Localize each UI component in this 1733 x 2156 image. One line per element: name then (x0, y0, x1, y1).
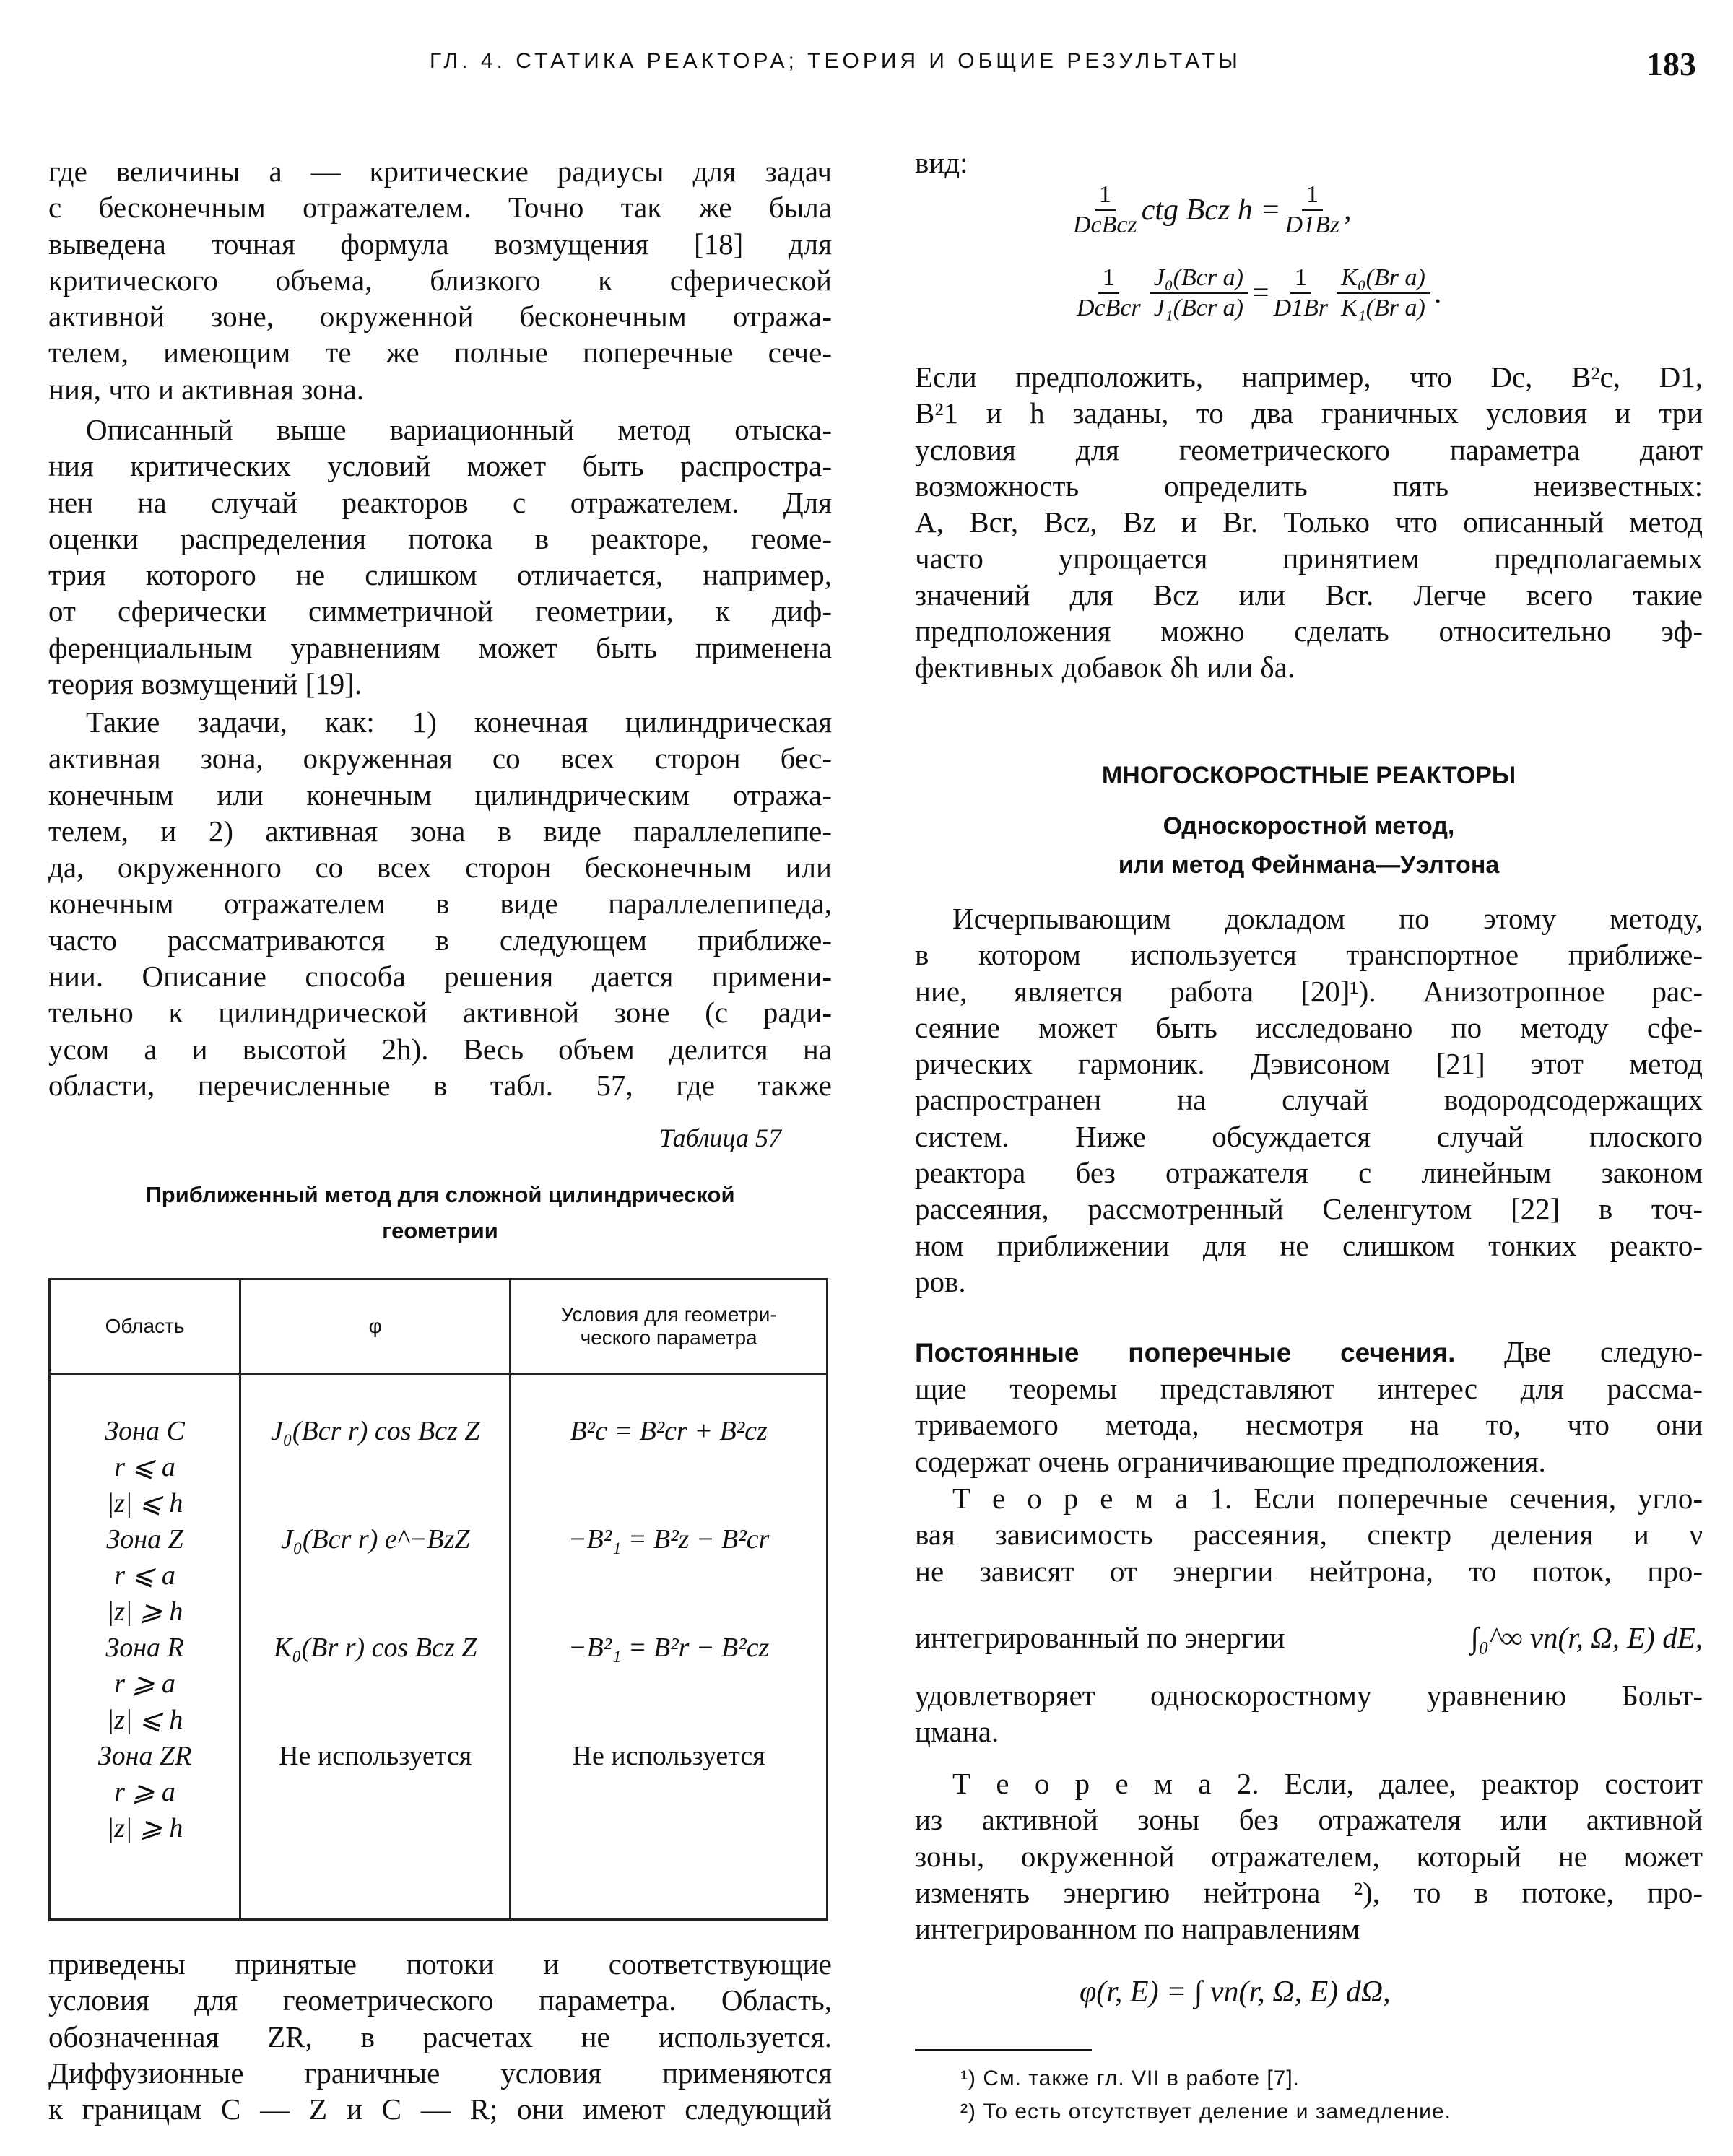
region-line: Зона ZR (97, 1741, 192, 1771)
text-line: Исчерпывающим докладом по этому методу, (952, 902, 1703, 935)
text-line: критического объема, близкого к сферической (48, 263, 832, 297)
integral-formula: ∫₀^∞ νn(r, Ω, E) dE, (1470, 1621, 1703, 1654)
running-header: ГЛ. 4. СТАТИКА РЕАКТОРА; ТЕОРИЯ И ОБЩИЕ РЕЗУЛЬТАТЫ (430, 49, 1241, 73)
text-line: из активной зоны без отражателя или активной (915, 1803, 1703, 1837)
condition-cell: B²c = B²cr + B²cz (511, 1374, 828, 1521)
text: интегрированный по энергии (915, 1621, 1285, 1654)
text-line: трия которого не слишком отличается, например, (48, 558, 832, 592)
theorem-1 (915, 1480, 1703, 1589)
region-line: |z| ⩽ h (106, 1705, 183, 1735)
paragraph (915, 1334, 1703, 1370)
region-cell (50, 1738, 240, 1920)
text-line: Описанный выше вариационный метод отыска- (86, 413, 832, 446)
run-in-heading: Постоянные поперечные сечения. (915, 1338, 1456, 1368)
fraction (1285, 181, 1340, 240)
text-line: изменять энергию нейтрона ²), то в потоке, про- (915, 1875, 1703, 1909)
footnote-1: ¹) См. также гл. VII в работе [7]. (960, 2066, 1300, 2090)
page-number: 183 (1646, 45, 1696, 82)
table-row (50, 1630, 828, 1738)
numerator: K₀(Br a) (1337, 264, 1430, 294)
text-line: нии. Описание способа решения дается примени- (48, 960, 832, 994)
region-line: r ⩾ a (114, 1669, 175, 1699)
fraction (1337, 264, 1430, 323)
table-caption: Таблица 57 (659, 1123, 781, 1152)
fraction (1274, 264, 1329, 323)
text-line: зоны, окруженной отражателем, который не может (915, 1839, 1703, 1873)
fraction (1073, 181, 1137, 240)
condition-cell: −B²₁ = B²z − B²cr (511, 1521, 828, 1630)
text-line: в котором используется транспортное приближе- (915, 938, 1703, 972)
region-line: r ⩽ a (114, 1560, 175, 1591)
phi-cell: Не используется (240, 1738, 511, 1920)
numerator: 1 (1290, 264, 1311, 294)
region-line: Зона Z (106, 1524, 183, 1555)
equals-sign: = (1251, 277, 1269, 310)
region-cell (50, 1630, 240, 1738)
region-line: |z| ⩾ h (106, 1596, 183, 1627)
text-line: Диффузионные граничные условия применяются (48, 2056, 832, 2090)
paragraph (915, 1677, 1703, 1750)
text-line: B²1 и h заданы, то два граничных условия и три (915, 396, 1703, 430)
paragraph (48, 153, 832, 407)
region-cell (50, 1521, 240, 1630)
footnote-2: ²) То есть отсутствует деление и замедление. (960, 2100, 1451, 2124)
equation-text: ctg Bcz h = (1141, 194, 1281, 227)
text-line: с бесконечным отражателем. Точно так же была (48, 191, 832, 225)
paragraph (915, 144, 1703, 181)
text-line: триваемого метода, несмотря на то, что они (915, 1408, 1703, 1442)
text-line: часто рассматриваются в следующем приближе- (48, 923, 832, 957)
paragraph (915, 359, 1703, 686)
text-line: усом a и высотой 2h). Весь объем делится на (48, 1032, 832, 1066)
text-line: активной зоне, окруженной бесконечным отража- (48, 300, 832, 334)
text-line: часто упрощается принятием предполагаемых (915, 542, 1703, 575)
paragraph (48, 1946, 832, 2127)
denominator: DcBcr (1077, 295, 1141, 321)
text-line: щие теоремы представляют интерес для рассма- (915, 1372, 1703, 1405)
region-line: Зона R (105, 1633, 184, 1663)
equation-2 (1072, 264, 1441, 323)
text: Две следую- (1504, 1335, 1703, 1368)
phi-cell: J₀(Bcr r) e^−BzZ (240, 1521, 511, 1630)
punctuation: . (1433, 277, 1442, 310)
subsection-title (915, 807, 1703, 884)
text-line: реактора без отражателя с линейным законом (915, 1156, 1703, 1190)
table-title-line: Приближенный метод для сложной цилиндрической (145, 1182, 735, 1207)
numerator: 1 (1302, 181, 1323, 211)
text-line: области, перечисленные в табл. 57, где также (48, 1068, 832, 1102)
text-line: рических гармоник. Дэвисоном [21] этот метод (915, 1047, 1703, 1081)
column-header-region: Область (50, 1279, 240, 1375)
numerator: 1 (1098, 264, 1119, 294)
table-body (50, 1374, 828, 1920)
text-line: к границам C — Z и C — R; они имеют следующий (48, 2092, 832, 2126)
section-title: МНОГОСКОРОСТНЫЕ РЕАКТОРЫ (1101, 762, 1516, 789)
text-line: ном приближении для не слишком тонких реакто- (915, 1228, 1703, 1262)
fraction (1077, 264, 1141, 323)
header-line: ческого параметра (580, 1326, 757, 1349)
text-line: вая зависимость рассеяния, спектр деления и ν (915, 1518, 1703, 1552)
paragraph (915, 1370, 1703, 1479)
equation-1 (1069, 181, 1352, 240)
text-line: приведены принятые потоки и соответствующие (48, 1947, 832, 1981)
column-header-conditions (511, 1279, 828, 1375)
text-line: предположения можно сделать относительно эф- (915, 614, 1703, 648)
text-line: ров. (915, 1264, 966, 1298)
text-line: оценки распределения потока в реакторе, геоме- (48, 521, 832, 555)
text-line: систем. Ниже обсуждается случай плоского (915, 1119, 1703, 1153)
text-line (915, 1334, 1703, 1370)
text-line: тельно к цилиндрической активной зоне (с ради- (48, 996, 832, 1030)
paragraph (48, 704, 832, 1103)
text-line: сеяние может быть исследовано по методу сфе- (915, 1010, 1703, 1044)
text-line: условия для геометрического параметра дают (915, 432, 1703, 466)
text-line: распространен на случай водородсодержащих (915, 1083, 1703, 1117)
text-line: нен на случай реакторов с отражателем. Для (48, 485, 832, 519)
text-line: условия для геометрического параметра. Область, (48, 1983, 832, 2017)
paragraph (48, 412, 832, 702)
text-line: выведена точная формула возмущения [18] для (48, 227, 832, 261)
denominator: D1Bz (1285, 212, 1340, 238)
region-line: |z| ⩾ h (106, 1813, 183, 1843)
fraction (1150, 264, 1248, 323)
subsection-line: Односкоростной метод, (1163, 812, 1455, 840)
text-line: рассеяния, рассмотренный Селенгутом [22] в точ- (915, 1192, 1703, 1226)
punctuation: , (1344, 194, 1352, 227)
text-line: вид: (915, 146, 968, 179)
text-line: фективных добавок δh или δa. (915, 651, 1295, 684)
text-line: не зависят от энергии нейтрона, то поток, про- (915, 1554, 1703, 1588)
text-line: обозначенная ZR, в расчетах не используется. (48, 2020, 832, 2053)
phi-cell: J₀(Bcr r) cos Bcz Z (240, 1374, 511, 1521)
condition-cell: Не используется (511, 1738, 828, 1920)
text-line: ния, что и активная зона. (48, 372, 365, 406)
table-row (50, 1738, 828, 1920)
numerator: 1 (1095, 181, 1116, 211)
text-line: от сферически симметричной геометрии, к диф- (48, 594, 832, 628)
denominator: K₁(Br a) (1341, 295, 1425, 321)
text-line: Т е о р е м а 1. Если поперечные сечения, угло- (952, 1482, 1703, 1515)
text-line: интегрированном по направлениям (915, 1912, 1360, 1946)
numerator: J₀(Bcr a) (1150, 264, 1248, 294)
text-line: Если предположить, например, что Dc, B²c, D1, (915, 360, 1703, 394)
text-line: возможность определить пять неизвестных: (915, 469, 1703, 503)
text-line: A, Bcr, Bcz, Bz и Br. Только что описанный метод (915, 505, 1703, 539)
theorem-2 (915, 1765, 1703, 1947)
text-line: конечным или конечным цилиндрическим отража- (48, 778, 832, 812)
subsection-line: или метод Фейнмана—Уэлтона (1118, 851, 1500, 879)
region-cell (50, 1374, 240, 1521)
text-line: содержат очень ограничивающие предположения. (915, 1444, 1546, 1478)
denominator: J₁(Bcr a) (1153, 295, 1243, 321)
text-line: значений для Bcz или Bcr. Легче всего такие (915, 578, 1703, 612)
integral-line (915, 1601, 1703, 1674)
text-line: телем, имеющим те же полные поперечные сече- (48, 336, 832, 370)
denominator: D1Br (1273, 295, 1329, 321)
text-line: Такие задачи, как: 1) конечная цилиндрическая (86, 705, 832, 739)
region-line: Зона C (105, 1416, 185, 1446)
region-line: r ⩾ a (114, 1777, 175, 1807)
region-line: r ⩽ a (114, 1452, 175, 1482)
table-row (50, 1374, 828, 1521)
region-line: |z| ⩽ h (106, 1488, 183, 1518)
text-line: телем, и 2) активная зона в виде параллелепипе- (48, 814, 832, 848)
text-line: удовлетворяет односкоростному уравнению Больт- (915, 1679, 1703, 1712)
footnote-rule (915, 2049, 1092, 2051)
equation-3: φ(r, E) = ∫ νn(r, Ω, E) dΩ, (1080, 1975, 1391, 2009)
text-line: ние, является работа [20]¹). Анизотропное рас- (915, 974, 1703, 1008)
table-title-line: геометрии (382, 1218, 498, 1243)
condition-cell: −B²₁ = B²r − B²cz (511, 1630, 828, 1738)
text-line: где величины a — критические радиусы для задач (48, 155, 832, 188)
table-row (50, 1521, 828, 1630)
text-line: да, окруженного со всех сторон бесконечным или (48, 851, 832, 884)
phi-cell: K₀(Br r) cos Bcz Z (240, 1630, 511, 1738)
table-title (48, 1177, 832, 1249)
text-line: ния критических условий может быть распростра- (48, 449, 832, 483)
text-line: конечным отражателем в виде параллелепипеда, (48, 887, 832, 921)
table-57 (48, 1278, 828, 1921)
column-header-phi: φ (240, 1279, 511, 1375)
text-line: цмана. (915, 1715, 999, 1749)
denominator: DcBcz (1073, 212, 1137, 238)
header-line: Условия для геометри- (560, 1303, 777, 1326)
text-line: ференциальным уравнениям может быть применена (48, 630, 832, 664)
text-line: Т е о р е м а 2. Если, далее, реактор состоит (952, 1767, 1703, 1800)
text-line: активная зона, окруженная со всех сторон бес- (48, 742, 832, 775)
paragraph (915, 900, 1703, 1300)
text-line: теория возмущений [19]. (48, 667, 362, 701)
